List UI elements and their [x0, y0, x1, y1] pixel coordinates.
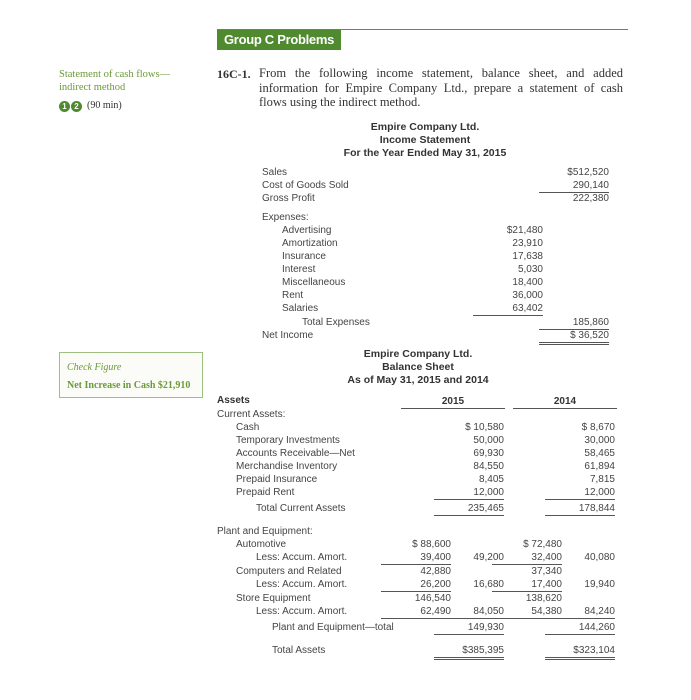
is-amount: 18,400: [512, 277, 543, 288]
is-amount: 17,638: [512, 251, 543, 262]
bs-amount: 58,465: [584, 448, 615, 459]
bs-amount: 7,815: [589, 474, 615, 485]
bs-amount: 146,540: [414, 593, 451, 604]
objective-badge-2: 2: [71, 101, 82, 112]
bs-row-label: Total Assets: [272, 645, 326, 656]
bs-row-label: Less: Accum. Amort.: [256, 579, 348, 590]
is-amount: 23,910: [512, 238, 543, 249]
bs-amount: 62,490: [381, 605, 451, 619]
problem-text: From the following income statement, balance sheet, and added information for Empire Company Ltd., prepare a statement of cash flows using the indirect method.: [259, 66, 623, 109]
is-amount: $21,480: [506, 225, 543, 236]
objective-badge-1: 1: [59, 101, 70, 112]
is-row-label: Sales: [262, 167, 288, 178]
bs-amount: 235,465: [434, 502, 504, 516]
bs-amount: 84,050: [434, 605, 504, 619]
is-row-label: Total Expenses: [302, 317, 370, 328]
is-amount: 185,860: [539, 316, 609, 330]
bs-row-label: Total Current Assets: [256, 503, 346, 514]
bs-amount: 19,940: [584, 579, 615, 590]
bs-amount: 178,844: [545, 502, 615, 516]
bs-amount: $385,395: [434, 644, 504, 660]
is-row-label: Interest: [282, 264, 316, 275]
bs-row-label: Plant and Equipment—total: [272, 622, 394, 633]
bs-amount: 61,894: [584, 461, 615, 472]
bs-row-label: Less: Accum. Amort.: [256, 606, 348, 617]
topic-line1: Statement of cash flows—: [59, 69, 171, 80]
bs-amount: $ 72,480: [523, 539, 562, 550]
is-amount: 36,000: [512, 290, 543, 301]
is-amount: 5,030: [517, 264, 543, 275]
bs-amount: 42,880: [420, 566, 451, 577]
bs-amount: 30,000: [584, 435, 615, 446]
bs-amount: 84,550: [473, 461, 504, 472]
bs-amount: 12,000: [545, 486, 615, 500]
bs-amount: 26,200: [381, 578, 451, 592]
bs-row-label: Plant and Equipment:: [217, 526, 313, 537]
bs-row-label: Temporary Investments: [236, 435, 340, 446]
section-title: Group C Problems: [217, 30, 341, 50]
bs-amount: 69,930: [473, 448, 504, 459]
is-amount: $ 36,520: [539, 329, 609, 345]
year-2015-header: 2015: [401, 395, 505, 409]
bs-row-label: Automotive: [236, 539, 287, 550]
check-figure-text: Net Increase in Cash $21,910: [67, 380, 191, 391]
check-figure-box: [59, 352, 203, 398]
is-amount: 290,140: [539, 179, 609, 193]
bs-amount: 149,930: [434, 621, 504, 635]
time-estimate: (90 min): [87, 100, 122, 111]
is-period: For the Year Ended May 31, 2015: [343, 147, 507, 159]
bs-amount: 16,680: [473, 579, 504, 590]
bs-amount: 37,340: [531, 566, 562, 577]
bs-amount: 138,620: [525, 593, 562, 604]
bs-amount: 40,080: [584, 552, 615, 563]
bs-amount: 32,400: [492, 551, 562, 565]
bs-row-label: Prepaid Rent: [236, 487, 295, 498]
bs-row-label: Computers and Related: [236, 566, 342, 577]
bs-row-label: Less: Accum. Amort.: [256, 552, 348, 563]
bs-row-label: Prepaid Insurance: [236, 474, 318, 485]
bs-amount: 50,000: [473, 435, 504, 446]
is-row-label: Cost of Goods Sold: [262, 180, 349, 191]
assets-heading: Assets: [217, 395, 250, 406]
is-row-label: Amortization: [282, 238, 338, 249]
year-2014-header: 2014: [513, 395, 617, 409]
bs-period: As of May 31, 2015 and 2014: [347, 374, 489, 386]
bs-amount: 8,405: [478, 474, 504, 485]
bs-amount: 12,000: [434, 486, 504, 500]
bs-amount: 39,400: [381, 551, 451, 565]
is-row-label: Net Income: [262, 330, 314, 341]
bs-row-label: Current Assets:: [217, 409, 286, 420]
is-row-label: Expenses:: [262, 212, 309, 223]
is-row-label: Advertising: [282, 225, 332, 236]
bs-amount: 54,380: [492, 605, 562, 619]
topic-line2: indirect method: [59, 82, 126, 93]
is-row-label: Rent: [282, 290, 304, 301]
is-row-label: Miscellaneous: [282, 277, 346, 288]
bs-amount: 49,200: [473, 552, 504, 563]
bs-amount: 84,240: [545, 605, 615, 619]
is-amount: 63,402: [473, 302, 543, 316]
bs-company: Empire Company Ltd.: [363, 348, 473, 360]
is-company: Empire Company Ltd.: [370, 121, 480, 133]
bs-row-label: Store Equipment: [236, 593, 311, 604]
bs-amount: $ 88,600: [412, 539, 451, 550]
bs-title: Balance Sheet: [382, 361, 454, 373]
is-row-label: Gross Profit: [262, 193, 315, 204]
bs-amount: $ 8,670: [581, 422, 615, 433]
objectives: [59, 95, 122, 113]
is-row-label: Salaries: [282, 303, 319, 314]
bs-amount: $ 10,580: [465, 422, 504, 433]
bs-amount: $323,104: [545, 644, 615, 660]
is-row-label: Insurance: [282, 251, 326, 262]
is-title: Income Statement: [379, 134, 471, 146]
problem-number: 16C-1.: [217, 67, 251, 81]
bs-row-label: Cash: [236, 422, 260, 433]
is-amount: 222,380: [572, 193, 609, 204]
bs-amount: 17,400: [492, 578, 562, 592]
check-figure-title: Check Figure: [67, 362, 122, 373]
bs-row-label: Merchandise Inventory: [236, 461, 338, 472]
bs-row-label: Accounts Receivable—Net: [236, 448, 355, 459]
is-amount: $512,520: [567, 167, 609, 178]
bs-amount: 144,260: [545, 621, 615, 635]
